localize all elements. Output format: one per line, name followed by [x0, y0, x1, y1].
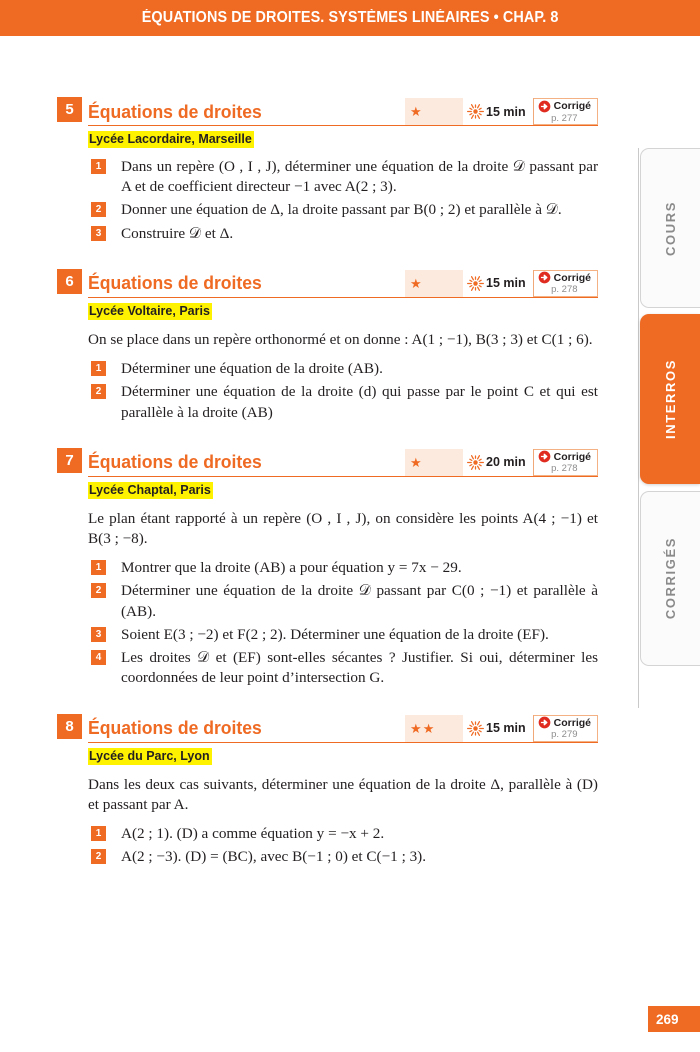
- exercise-number-badge: 8: [57, 714, 82, 739]
- exercise-title: Équations de droites: [88, 451, 262, 473]
- exercise-block: [65, 715, 598, 868]
- sidebar-tab-cours[interactable]: [640, 148, 700, 308]
- question-number-badge: 2: [91, 202, 106, 217]
- sun-burst-icon: [467, 454, 484, 471]
- exercise-block: [65, 270, 598, 423]
- question-text: Construire 𝒟 et Δ.: [121, 224, 234, 242]
- solution-link[interactable]: [534, 449, 598, 476]
- solution-page-ref: p. 277: [551, 112, 578, 124]
- question-item: [88, 625, 598, 645]
- question-text: Soient E(3 ; −2) et F(2 ; 2). Déterminer une équation de la droite (EF).: [121, 625, 549, 643]
- arrow-circle-icon: [538, 271, 551, 284]
- exercise-title: Équations de droites: [88, 100, 262, 122]
- question-item: [88, 558, 598, 578]
- sidebar-tab-interros[interactable]: [640, 314, 700, 484]
- arrow-circle-icon: [538, 450, 551, 463]
- difficulty-rating: [405, 715, 463, 742]
- school-name: Lycée Voltaire, Paris: [89, 303, 210, 318]
- question-text: Déterminer une équation de la droite (AB).: [121, 360, 383, 378]
- question-list: [88, 824, 598, 867]
- question-text: Déterminer une équation de la droite 𝒟 passant par C(0 ; −1) et parallèle à (AB).: [121, 582, 598, 620]
- solution-link-row: [538, 716, 591, 729]
- question-text: A(2 ; −3). (D) = (BC), avec B(−1 ; 0) et C(−1 ; 3).: [121, 848, 427, 866]
- sidebar-tab-corriges[interactable]: [640, 491, 700, 666]
- school-name: Lycée Chaptal, Paris: [89, 482, 211, 497]
- exercise-header: [65, 270, 598, 298]
- page-folio: [648, 1006, 700, 1032]
- solution-link-row: [538, 100, 591, 113]
- question-number-badge: 1: [91, 560, 106, 575]
- star-icon: ★: [410, 104, 422, 119]
- solution-page-ref: p. 278: [551, 284, 578, 296]
- duration-badge: [463, 98, 534, 125]
- question-number-badge: 4: [91, 650, 106, 665]
- solution-link[interactable]: [534, 270, 598, 297]
- question-list: [88, 359, 598, 423]
- side-tab-rail: [630, 36, 700, 1052]
- question-number-badge: 3: [91, 627, 106, 642]
- question-number-badge: 1: [91, 826, 106, 841]
- question-text: Les droites 𝒟 et (EF) sont-elles sécantes ? Justifier. Si oui, déterminer les coordonnées de leur point d’intersection G.: [121, 649, 598, 687]
- question-item: [88, 200, 598, 220]
- exercise-meta: [405, 715, 598, 742]
- exercise-header: [65, 98, 598, 126]
- sun-burst-icon: [467, 275, 484, 292]
- solution-page-ref: p. 278: [551, 463, 578, 475]
- running-head-title: ÉQUATIONS DE DROITES. SYSTÈMES LINÉAIRES • CHAP. 8: [141, 9, 559, 26]
- difficulty-rating: [405, 449, 463, 476]
- question-number-badge: 2: [91, 849, 106, 864]
- solution-link-row: [538, 271, 591, 284]
- exercise-list: [0, 36, 630, 893]
- exercise-number-badge: 5: [57, 97, 82, 122]
- duration-label: 15 min: [486, 721, 526, 735]
- question-text: Donner une équation de Δ, la droite passant par B(0 ; 2) et parallèle à 𝒟.: [121, 201, 562, 219]
- star-icon: ★: [410, 720, 422, 736]
- arrow-circle-icon: [538, 100, 551, 113]
- exercise-statement: Le plan étant rapporté à un repère (O , I , J), on considère les points A(4 ; −1) et B(3 ; −8).: [88, 509, 598, 547]
- question-text: Déterminer une équation de la droite (d) qui passe par le point C et qui est parallèle à la droite (AB): [121, 383, 598, 421]
- school-name: Lycée Lacordaire, Marseille: [89, 132, 252, 146]
- exercise-block: [65, 98, 598, 244]
- question-text: A(2 ; 1). (D) a comme équation y = −x + 2.: [121, 824, 385, 842]
- question-item: [88, 581, 598, 621]
- duration-badge: [463, 270, 534, 297]
- exercise-meta: [405, 270, 598, 297]
- exercise-title: Équations de droites: [88, 717, 262, 738]
- exercise-statement: On se place dans un repère orthonormé et on donne : A(1 ; −1), B(3 ; 3) et C(1 ; 6).: [88, 330, 593, 348]
- question-list: [88, 558, 598, 688]
- duration-label: 20 min: [486, 455, 526, 470]
- exercise-header: [65, 715, 598, 743]
- question-item: [88, 847, 598, 867]
- question-item: [88, 824, 598, 844]
- difficulty-rating: [405, 98, 463, 125]
- exercise-number-badge: 7: [57, 448, 82, 473]
- page-number: 269: [656, 1011, 679, 1027]
- exercise-block: [65, 449, 598, 689]
- exercise-number-badge: 6: [57, 269, 82, 294]
- question-item: [88, 359, 598, 379]
- solution-link[interactable]: [534, 98, 598, 125]
- solution-label: Corrigé: [553, 450, 591, 463]
- sun-burst-icon: [467, 720, 484, 737]
- star-icon: ★: [410, 275, 422, 291]
- duration-label: 15 min: [486, 104, 526, 119]
- question-item: [88, 157, 598, 197]
- exercise-meta: [405, 98, 598, 125]
- solution-page-ref: p. 279: [551, 729, 578, 740]
- solution-link-row: [538, 450, 591, 463]
- duration-badge: [463, 715, 534, 742]
- exercise-meta: [405, 449, 598, 476]
- arrow-circle-icon: [538, 716, 551, 729]
- star-icon: ★: [422, 720, 435, 736]
- exercise-title: Équations de droites: [88, 272, 262, 294]
- sidebar-tab-corriges-label: CORRIGÉS: [663, 537, 678, 620]
- question-list: [88, 157, 598, 244]
- sidebar-tab-interros-label: INTERROS: [663, 359, 678, 439]
- difficulty-rating: [405, 270, 463, 297]
- question-item: [88, 382, 598, 422]
- question-number-badge: 3: [91, 226, 106, 241]
- question-number-badge: 2: [91, 384, 106, 399]
- solution-link[interactable]: [534, 715, 598, 742]
- question-text: Dans un repère (O , I , J), déterminer une équation de la droite 𝒟 passant par A et de coefficient directeur −1 avec A(2 ; 3).: [121, 158, 598, 196]
- question-number-badge: 1: [91, 159, 106, 174]
- exercise-header: [65, 449, 598, 477]
- question-number-badge: 2: [91, 583, 106, 598]
- question-item: [88, 224, 598, 244]
- school-name: Lycée du Parc, Lyon: [89, 748, 210, 763]
- solution-label: Corrigé: [553, 100, 591, 112]
- solution-label: Corrigé: [553, 271, 591, 284]
- star-icon: ★: [410, 454, 422, 470]
- sun-burst-icon: [467, 103, 484, 120]
- duration-label: 15 min: [486, 276, 526, 291]
- running-head: [0, 0, 700, 36]
- question-item: [88, 648, 598, 688]
- question-text: Montrer que la droite (AB) a pour équation y = 7x − 29.: [121, 559, 462, 577]
- question-number-badge: 1: [91, 361, 106, 376]
- sidebar-tab-cours-label: COURS: [663, 200, 678, 256]
- solution-label: Corrigé: [553, 716, 591, 729]
- duration-badge: [463, 449, 534, 476]
- rail-divider-line: [638, 148, 639, 708]
- exercise-statement: Dans les deux cas suivants, déterminer une équation de la droite Δ, parallèle à (D) et passant par A.: [88, 775, 598, 813]
